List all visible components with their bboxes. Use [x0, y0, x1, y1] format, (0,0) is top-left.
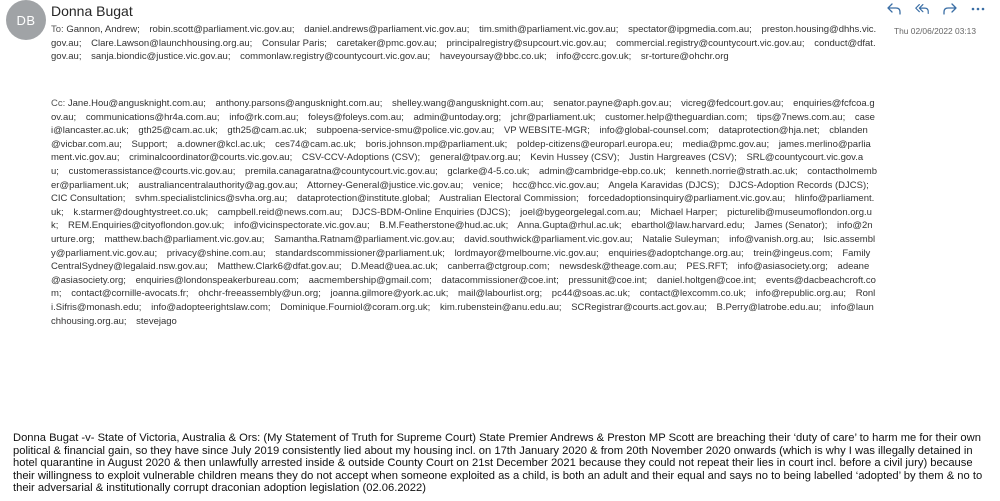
recipient[interactable]: foleys@foleys.com.au; — [308, 111, 404, 123]
recipient[interactable]: B.M.Featherstone@hud.ac.uk; — [379, 220, 509, 232]
message-body: Donna Bugat -v- State of Victoria, Australia & Ors: (My Statement of Truth for Supreme Court) State Premier Andrews & Preston MP Scott are breaching their ‘duty of care’ to harm me for their own political & financial gain, so they have since July 2019 consistently lied about my housing incl. on 17th January 2020 & from 20th November 2020 onwards (which is why I was illegally detained in hotel quarantine in August 2020 & then unlawfully arrested inside & outside County Court on 21st December 2021 because they could not repeat their lies in court incl. before a civil jury) because their willingness to exploit vulnerable children means they do not accept when someone exploited as a child, is both an adult and their equal and says no to being labelled ‘adopted’ by them & no to their adversarial & institutionally corrupt draconian adoption legislation (02.06.2022) — [13, 432, 983, 495]
recipient[interactable]: tips@7news.com.au; — [756, 111, 846, 123]
recipient[interactable]: senator.payne@aph.gov.au; — [553, 98, 672, 109]
recipient[interactable]: preston.housing@dhhs.vic.gov.au; — [51, 24, 877, 49]
recipient[interactable]: Gannon, Andrew; — [66, 24, 140, 35]
recipient[interactable]: DJCS-Adoption Records (DJCS); — [728, 179, 869, 191]
recipient[interactable]: dataprotection@institute.global; — [296, 193, 431, 205]
recipient[interactable]: criminalcoordinator@courts.vic.gov.au; — [129, 152, 293, 164]
recipient[interactable]: k.starmer@doughtystreet.co.uk; — [73, 206, 209, 218]
recipient[interactable]: Support; — [131, 138, 168, 150]
recipient[interactable]: info@launchhousing.org.au; — [51, 301, 874, 327]
recipient[interactable]: admin@cambridge-ebp.co.uk; — [539, 165, 666, 177]
recipient[interactable]: campbell.reid@news.com.au; — [217, 206, 343, 218]
recipient[interactable]: hlinfo@parliament.uk; — [51, 193, 875, 218]
recipient[interactable]: canberra@ctgroup.com; — [447, 261, 550, 273]
recipient[interactable]: contactholmember@parliament.uk; — [51, 165, 877, 191]
recipient[interactable]: SRL@countycourt.vic.gov.au; — [51, 152, 864, 177]
recipient[interactable]: anthony.parsons@angusknight.com.au; — [215, 98, 383, 109]
recipient[interactable]: kenneth.norrie@strath.ac.uk; — [675, 165, 798, 177]
recipient[interactable]: trein@ingeus.com; — [753, 247, 833, 259]
recipient[interactable]: Dominique.Fourniol@coram.org.uk; — [280, 301, 431, 313]
recipient[interactable]: poldep-citizens@europarl.europa.eu; — [516, 138, 673, 150]
recipient[interactable]: info@ccrc.gov.uk; — [556, 51, 632, 63]
recipient[interactable]: info@vicinspectorate.vic.gov.au; — [233, 220, 370, 232]
recipient[interactable]: info@vanish.org.au; — [729, 233, 814, 245]
recipient[interactable]: commercial.registry@countycourt.vic.gov.au; — [616, 37, 805, 49]
recipient[interactable]: Clare.Lawson@launchhousing.org.au; — [91, 37, 253, 49]
recipient[interactable]: Kevin Hussey (CSV); — [530, 152, 620, 164]
recipient[interactable]: contact@lexcomm.co.uk; — [639, 288, 746, 300]
recipient[interactable]: aacmembership@gmail.com; — [308, 274, 432, 286]
recipient[interactable]: stevejago — [136, 315, 177, 327]
recipient[interactable]: kim.rubenstein@anu.edu.au; — [439, 301, 562, 313]
recipient[interactable]: sr-torture@ohchr.org — [640, 51, 729, 63]
recipient[interactable]: datacommissioner@coe.int; — [441, 274, 559, 286]
message-actions — [886, 1, 986, 17]
recipient[interactable]: communications@hr4a.com.au; — [85, 111, 220, 123]
recipient[interactable]: jchr@parliament.uk; — [510, 111, 596, 123]
recipient[interactable]: gclarke@4-5.co.uk; — [447, 165, 530, 177]
recipient[interactable]: matthew.bach@parliament.vic.gov.au; — [104, 233, 265, 245]
recipient[interactable]: Attorney-General@justice.vic.gov.au; — [306, 179, 464, 191]
recipient[interactable]: shelley.wang@angusknight.com.au; — [392, 98, 544, 109]
recipient[interactable]: robin.scott@parliament.vic.gov.au; — [149, 24, 295, 35]
recipient[interactable]: conduct@dfat.gov.au; — [51, 37, 876, 63]
recipient[interactable]: dataprotection@hja.net; — [718, 125, 820, 137]
recipient[interactable]: lordmayor@melbourne.vic.gov.au; — [454, 247, 599, 259]
recipient[interactable]: premila.canagaratna@countycourt.vic.gov.au; — [245, 165, 438, 177]
recipient[interactable]: Matthew.Clark6@dfat.gov.au; — [217, 261, 342, 273]
recipient[interactable]: customer.help@theguardian.com; — [605, 111, 748, 123]
forward-icon[interactable] — [942, 1, 958, 17]
recipient[interactable]: contact@cornille-avocats.fr; — [71, 288, 189, 300]
recipient[interactable]: SCRegistrar@courts.act.gov.au; — [571, 301, 707, 313]
recipient[interactable]: david.southwick@parliament.vic.gov.au; — [464, 233, 633, 245]
cc-recipients — [51, 97, 877, 328]
to-list — [51, 24, 876, 62]
recipient[interactable]: enquiries@adoptchange.org.au; — [608, 247, 744, 259]
recipient[interactable]: venice; — [472, 179, 503, 191]
recipient[interactable]: boris.johnson.mp@parliament.uk; — [365, 138, 508, 150]
recipient[interactable]: tim.smith@parliament.vic.gov.au; — [479, 24, 619, 35]
recipient[interactable]: spectator@ipgmedia.com.au; — [628, 24, 752, 35]
recipient[interactable]: enquiries@fcfcoa.gov.au; — [51, 98, 875, 123]
recipient[interactable]: DJCS-BDM-Online Enquiries (DJCS); — [352, 206, 511, 218]
recipient[interactable]: Ronli.Sifris@monash.edu; — [51, 288, 876, 313]
recipient[interactable]: mail@labourlist.org; — [458, 288, 543, 300]
recipient[interactable]: pc44@soas.ac.uk; — [551, 288, 631, 300]
recipient[interactable]: cblanden@vicbar.com.au; — [51, 125, 868, 150]
recipient[interactable]: info@adopteerightslaw.com; — [151, 301, 271, 313]
recipient[interactable]: sanja.biondic@justice.vic.gov.au; — [91, 51, 231, 63]
recipient[interactable]: Justin Hargreaves (CSV); — [629, 152, 737, 164]
recipient[interactable]: newsdesk@theage.com.au; — [559, 261, 677, 273]
recipient[interactable]: info@asiasociety.org; — [737, 261, 828, 273]
recipient[interactable]: D.Mead@uea.ac.uk; — [351, 261, 438, 273]
recipient[interactable]: casei@lancaster.ac.uk; — [51, 111, 875, 137]
recipient[interactable]: admin@untoday.org; — [413, 111, 502, 123]
recipient[interactable]: daniel.holtgen@coe.int; — [656, 274, 757, 286]
recipient[interactable]: James (Senator); — [754, 220, 828, 232]
recipient[interactable]: VP WEBSITE-MGR; — [503, 125, 590, 137]
recipient[interactable]: forcedadoptionsinquiry@parliament.vic.gov.au; — [588, 193, 786, 205]
recipient[interactable]: Michael Harper; — [650, 206, 718, 218]
sender-name: Donna Bugat — [51, 3, 133, 19]
recipient[interactable]: gth25@cam.ac.uk; — [138, 125, 218, 137]
recipient[interactable]: australiancentralauthority@ag.gov.au; — [138, 179, 298, 191]
recipient[interactable]: hcc@hcc.vic.gov.au; — [512, 179, 600, 191]
recipient[interactable]: FamilyCentralSydney@legalaid.nsw.gov.au; — [51, 247, 871, 273]
recipient[interactable]: ces74@cam.ac.uk; — [275, 138, 357, 150]
recipient[interactable]: customerassistance@courts.vic.gov.au; — [68, 165, 236, 177]
recipient[interactable]: B.Perry@latrobe.edu.au; — [716, 301, 822, 313]
recipient[interactable]: caretaker@pmc.gov.au; — [336, 37, 437, 49]
recipient[interactable]: principalregistry@supcourt.vic.gov.au; — [446, 37, 607, 49]
recipient[interactable]: Anna.Gupta@rhul.ac.uk; — [517, 220, 622, 232]
reply-icon[interactable] — [886, 1, 902, 17]
recipient[interactable]: haveyoursay@bbc.co.uk; — [439, 51, 547, 63]
recipient[interactable]: gth25@cam.ac.uk; — [227, 125, 307, 137]
recipient[interactable]: events@dacbeachcroft.com; — [51, 274, 876, 300]
message-date: Thu 02/06/2022 03:13 — [894, 26, 976, 36]
reply-all-icon[interactable] — [914, 1, 930, 17]
avatar: DB — [6, 0, 46, 40]
recipient[interactable]: svhm.specialistclinics@svha.org.au; — [135, 193, 288, 205]
more-icon[interactable] — [970, 1, 986, 17]
recipient[interactable]: Jane.Hou@angusknight.com.au; — [67, 98, 206, 109]
recipient[interactable]: picturelib@museumoflondon.org.uk; — [51, 206, 872, 232]
recipient[interactable]: standardscommissioner@parliament.uk; — [275, 247, 445, 259]
to-recipients — [51, 23, 877, 64]
recipient[interactable]: joel@bygeorgelegal.com.au; — [520, 206, 641, 218]
recipient[interactable]: general@tpav.org.au; — [429, 152, 521, 164]
recipient[interactable]: Natalie Suleyman; — [642, 233, 720, 245]
recipient[interactable]: lsic.assembly@parliament.vic.gov.au; — [51, 233, 876, 259]
cc-list — [51, 98, 877, 327]
recipient[interactable]: Consular Paris; — [261, 37, 327, 49]
recipient[interactable]: vicreg@fedcourt.gov.au; — [681, 98, 784, 109]
recipient[interactable]: subpoena-service-smu@police.vic.gov.au; — [316, 125, 495, 137]
recipient[interactable]: privacy@shine.com.au; — [166, 247, 266, 259]
recipient[interactable]: ohchr-freeassembly@un.org; — [198, 288, 321, 300]
recipient[interactable]: Angela Karavidas (DJCS); — [608, 179, 720, 191]
recipient[interactable]: Samantha.Ratnam@parliament.vic.gov.au; — [274, 233, 455, 245]
recipient[interactable]: ebarthol@law.harvard.edu; — [631, 220, 745, 232]
cc-label: Cc: — [51, 98, 66, 109]
recipient[interactable]: daniel.andrews@parliament.vic.gov.au; — [304, 24, 470, 35]
recipient[interactable]: REM.Enquiries@cityoflondon.gov.uk; — [68, 220, 225, 232]
recipient[interactable]: info@global-counsel.com; — [599, 125, 709, 137]
recipient[interactable]: info@2nurture.org; — [51, 220, 873, 245]
recipient[interactable]: media@pmc.gov.au; — [682, 138, 770, 150]
recipient[interactable]: joanna.gilmore@york.ac.uk; — [330, 288, 449, 300]
recipient[interactable]: enquiries@londonspeakerbureau.com; — [135, 274, 299, 286]
recipient[interactable]: a.downer@kcl.ac.uk; — [177, 138, 266, 150]
recipient[interactable]: commonlaw.registry@countycourt.vic.gov.au; — [240, 51, 431, 63]
recipient[interactable]: PES.RFT; — [686, 261, 728, 273]
to-label: To: — [51, 24, 64, 35]
recipient[interactable]: Australian Electoral Commission; — [439, 193, 579, 205]
recipient[interactable]: adeane@asiasociety.org; — [51, 261, 870, 286]
recipient[interactable]: info@rk.com.au; — [229, 111, 299, 123]
recipient[interactable]: CSV-CCV-Adoptions (CSV); — [301, 152, 421, 164]
recipient[interactable]: info@republic.org.au; — [755, 288, 847, 300]
recipient[interactable]: james.merlino@parliament.vic.gov.au; — [51, 138, 871, 164]
recipient[interactable]: pressunit@coe.int; — [568, 274, 648, 286]
recipient[interactable]: CIC Consultation; — [51, 193, 126, 205]
